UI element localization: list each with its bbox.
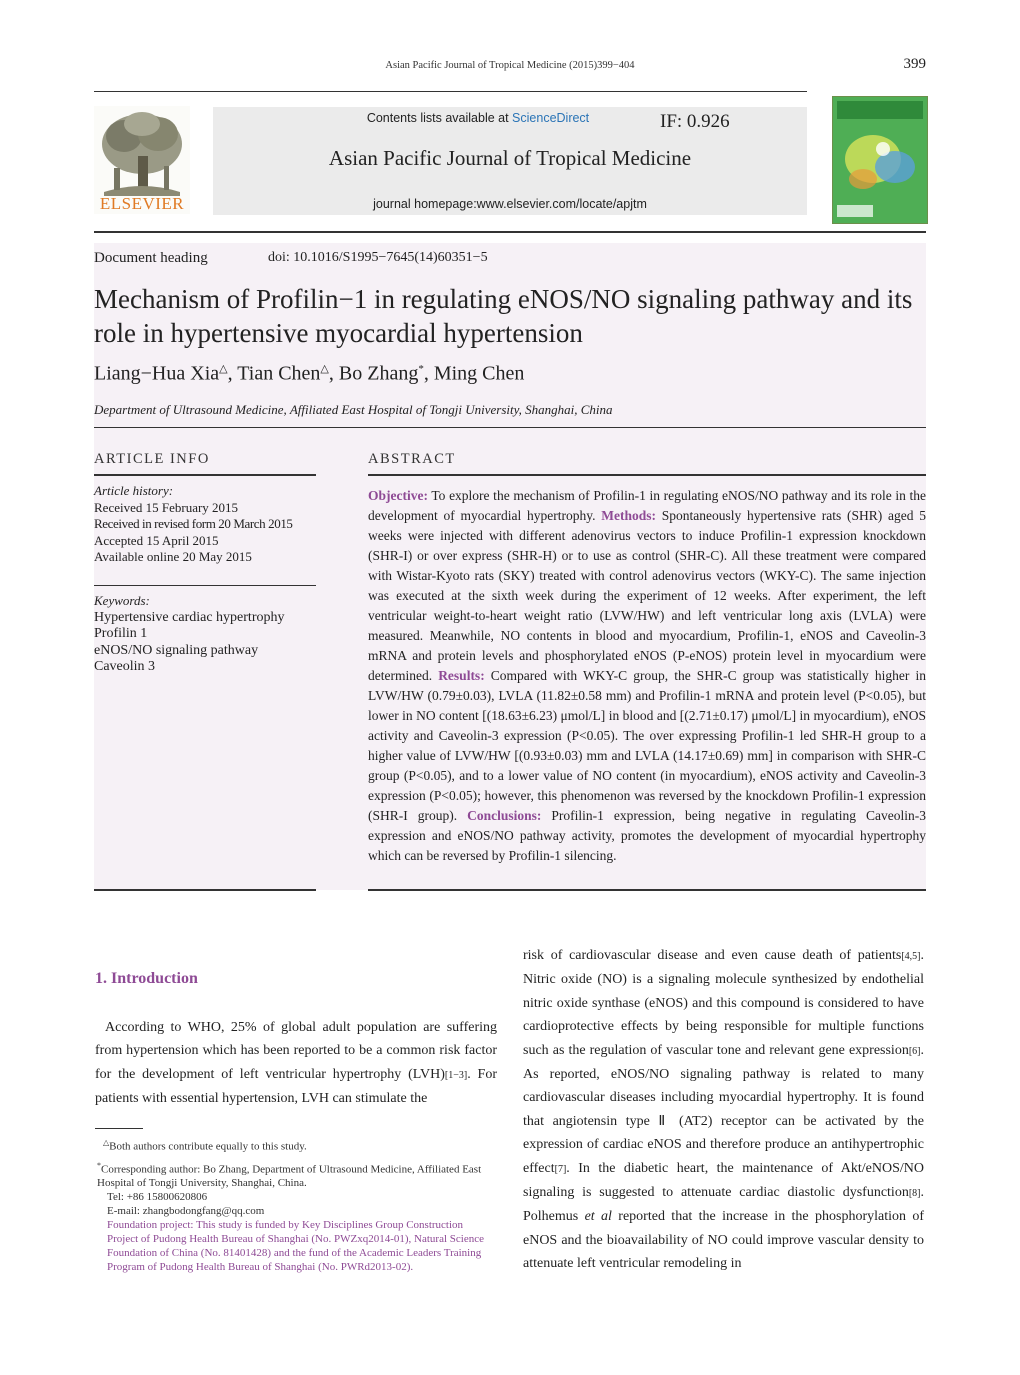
footnote-funding: Foundation project: This study is funded by Key Disciplines Group Construction Project of Pudong Health Bureau of Shanghai (No. PWZxq2014-01), Natural Science Foundation of China (No. 81401428) and the fund of the Academic Leaders Training Program of Pudong Health Bureau of Shanghai (No. PWRd2013-02). xyxy=(107,1219,484,1274)
footnote-rule xyxy=(95,1128,143,1129)
journal-cover-art xyxy=(833,97,927,223)
intro-text: . Polhemus xyxy=(523,1185,924,1225)
article-title: Mechanism of Profilin−1 in regulating eNOS/NO signaling pathway and its role in hypertensive myocardial hypertension xyxy=(94,284,913,348)
intro-text: . For patients with essential hypertension, LVH can stimulate the xyxy=(95,1066,498,1107)
footnote-mark: * xyxy=(97,1160,101,1170)
citation-link[interactable]: [6] xyxy=(908,1045,921,1057)
intro-text: According to WHO, 25% of global adult population are suffering from hypertension which has been reported to be a common risk factor for the development of left ventricular hypertrophy (LVH) xyxy=(95,1020,497,1082)
footnote-email[interactable]: E-mail: zhangbodongfang@qq.com xyxy=(107,1205,265,1218)
author-name: Ming Chen xyxy=(433,362,525,385)
author-list xyxy=(94,362,524,386)
article-info-rule xyxy=(94,474,316,476)
abstract-methods-label: Methods: xyxy=(601,508,656,523)
elsevier-logo xyxy=(94,106,190,214)
author-mark: * xyxy=(418,363,424,375)
intro-text: reported that the increase in the phosphorylation of eNOS and the bioavailability of NO could improve vascular density to attenuate left ventricular remodeling in xyxy=(523,1209,925,1272)
keywords-rule xyxy=(94,585,316,586)
abstract-conclusions: Profilin-1 expression, being negative in regulating Caveolin-3 expression and eNOS/NO pathway activity, promotes the development of myocardial hypertrophy which can be reversed by Profilin-1 silencing. xyxy=(368,808,926,863)
keyword-item: eNOS/NO signaling pathway xyxy=(94,642,259,658)
abstract-rule xyxy=(368,474,926,476)
citation-link[interactable]: [7] xyxy=(554,1163,567,1175)
author-affiliation: Department of Ultrasound Medicine, Affiliated East Hospital of Tongji University, Shanghai, China xyxy=(94,402,613,417)
contents-prefix: Contents lists available at xyxy=(366,111,513,125)
intro-paragraph-2 xyxy=(523,944,924,1276)
history-item: Received in revised form 20 March 2015 xyxy=(94,516,293,531)
author-sep: , xyxy=(227,362,238,385)
banner-bottom-rule xyxy=(94,231,926,233)
history-item: Available online 20 May 2015 xyxy=(94,549,252,564)
footnote-text: Corresponding author: Bo Zhang, Department of Ultrasound Medicine, Affiliated East Hospital of Tongji University, Shanghai, China. xyxy=(97,1163,482,1190)
citation-link[interactable]: [4,5] xyxy=(901,951,921,962)
intro-text: . As reported, eNOS/NO signaling pathway is related to many cardiovascular diseases including myocardial hypertrophy. It is found that angiotensin type Ⅱ (AT2) receptor can be activated by the expression of cardiac eNOS and therefore produce an antihypertrophic effect xyxy=(523,1042,924,1176)
intro-paragraph-1 xyxy=(95,1016,497,1111)
citation-link[interactable]: [8] xyxy=(908,1188,921,1200)
article-doi[interactable]: doi: 10.1016/S1995−7645(14)60351−5 xyxy=(268,250,488,265)
history-item: Received 15 February 2015 xyxy=(94,499,239,515)
abstract-bottom-rule xyxy=(368,889,926,891)
journal-title: Asian Pacific Journal of Tropical Medicine xyxy=(328,146,692,170)
abstract-methods: Spontaneously hypertensive rats (SHR) aged 5 weeks were injected with different adenovirus vectors to induce Profilin-1 expression knockdown (SHR-I) or over express (SHR-H) or to use as control (SHR-C). All these treatment were compared with Wistar-Kyoto rats (SKY) treated with control adenovirus vectors (WKY-C). The same injection was executed at the sixth week during the experiment of 12 weeks. After experiment, the left ventricular weight-to-heart weight ratio (LVW/HW) and left ventricular long axis (LVLA) were measured. Meanwhile, NO contents in blood and myocardium, Profilin-1, eNOS and Caveolin-3 mRNA and protein levels and phosphorylated eNOS (P-eNOS) protein level in myocardium were determined. xyxy=(368,508,927,683)
journal-homepage[interactable]: journal homepage:www.elsevier.com/locate/apjtm xyxy=(373,197,647,211)
author-mark: △ xyxy=(219,363,228,375)
abstract-objective-label: Objective: xyxy=(368,488,428,503)
elsevier-wordmark: ELSEVIER xyxy=(99,194,185,213)
abstract-objective: To explore the mechanism of Profilin-1 in regulating eNOS/NO pathway and its role in the development of myocardial hypertrophy. xyxy=(368,488,926,523)
keywords-block xyxy=(94,593,316,676)
author-name: Tian Chen xyxy=(237,362,321,385)
author-sep: , xyxy=(328,362,339,385)
introduction-heading: 1. Introduction xyxy=(95,970,198,987)
author-sep: , xyxy=(423,362,434,385)
author-mark: △ xyxy=(320,363,329,375)
footnote-mark: △ xyxy=(103,1138,110,1147)
page-number: 399 xyxy=(903,56,926,72)
article-history xyxy=(94,483,316,566)
footnote-tel: Tel: +86 15800620806 xyxy=(107,1191,208,1204)
abstract-results: Compared with WKY-C group, the SHR-C group was statistically higher in LVW/HW (0.79±0.03), LVLA (11.82±0.58 mm) and Profilin-1 mRNA and protein level (P<0.05), but lower in NO content [(18.63±6.23) μmol/L] in blood and [(2.71±0.17) μmol/L] in myocardium), eNOS activity and Caveolin-3 expression (P<0.05). The over expressing Profilin-1 led SHR-H group to a higher value of LVW/HW [(0.93±0.03) mm and LVLA (14.17±0.69) mm] in comparison with SHR-C group (P<0.05), and to a lower value of NO content (in myocardium), eNOS activity and Caveolin-3 expression (P<0.05); however, this phenomenon was reversed by the knockdown Profilin-1 expression (SHR-I group). xyxy=(368,668,926,823)
article-info-heading: ARTICLE INFO xyxy=(94,451,210,467)
abstract-results-label: Results: xyxy=(438,668,485,683)
abstract-conclusions-label: Conclusions: xyxy=(467,808,542,823)
keyword-item: Profilin 1 xyxy=(94,626,148,641)
footnote-equal xyxy=(95,1136,495,1154)
intro-text: risk of cardiovascular disease and even cause death of patients xyxy=(523,948,902,963)
history-item: Accepted 15 April 2015 xyxy=(94,532,219,548)
abstract-text xyxy=(368,486,926,866)
running-header: Asian Pacific Journal of Tropical Medicine (2015)399−404 xyxy=(385,60,635,71)
info-bottom-rule xyxy=(94,889,316,891)
intro-text: . Nitric oxide (NO) is a signaling molecule synthesized by endothelial nitric oxide synthase (eNOS) and this compound is considered to have cardioprotective effects by being responsible for multiple functions such as the regulation of vascular tone and relevant gene expression xyxy=(523,948,924,1058)
footnote-text: Both authors contribute equally to this study. xyxy=(109,1140,307,1153)
keyword-item: Hypertensive cardiac hypertrophy xyxy=(94,609,285,625)
header-rule xyxy=(94,91,807,92)
author-name: Liang−Hua Xia xyxy=(94,362,220,385)
keyword-item: Caveolin 3 xyxy=(94,659,156,674)
sciencedirect-link[interactable]: ScienceDirect xyxy=(512,111,590,125)
citation-link[interactable]: [1−3] xyxy=(444,1069,468,1081)
footnote-corresponding xyxy=(95,1159,495,1191)
author-name: Bo Zhang xyxy=(338,362,419,385)
impact-factor: IF: 0.926 xyxy=(660,111,730,132)
info-top-rule xyxy=(94,427,926,428)
intro-text: . In the diabetic heart, the maintenance of Akt/eNOS/NO signaling is suggested to attenuate cardiac diastolic dysfunction xyxy=(523,1160,924,1201)
abstract-heading: ABSTRACT xyxy=(368,451,456,467)
keywords-label: Keywords: xyxy=(94,593,150,608)
document-heading: Document heading xyxy=(94,250,208,266)
footnotes xyxy=(95,1136,495,1274)
history-label: Article history: xyxy=(94,483,174,498)
intro-etal: et al xyxy=(584,1209,612,1225)
journal-cover-image xyxy=(832,96,928,224)
